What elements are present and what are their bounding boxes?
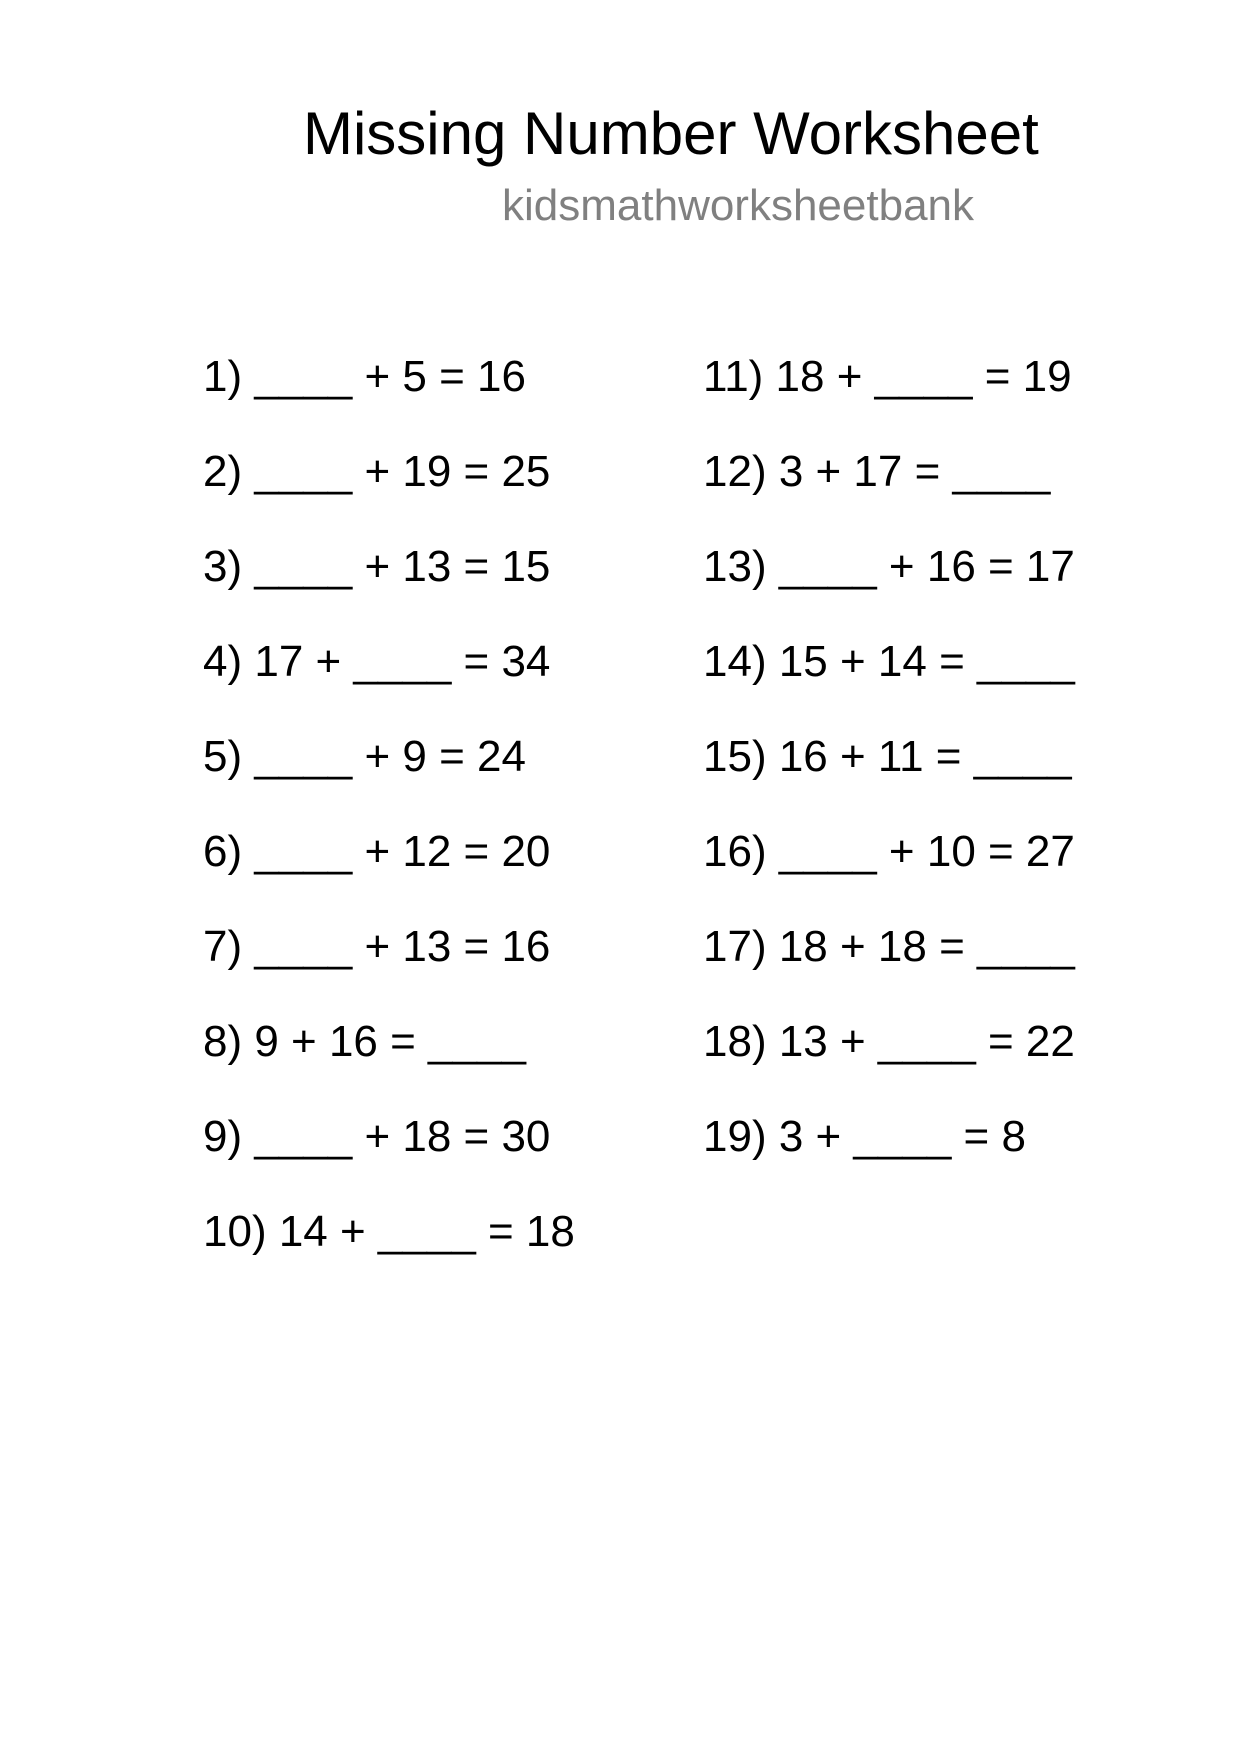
problem-3: 3) ____ + 13 = 15: [203, 542, 551, 591]
problem-8: 8) 9 + 16 = ____: [203, 1017, 526, 1066]
problem-2: 2) ____ + 19 = 25: [203, 447, 551, 496]
problem-19: 19) 3 + ____ = 8: [703, 1112, 1026, 1161]
problem-13: 13) ____ + 16 = 17: [703, 542, 1075, 591]
problem-18: 18) 13 + ____ = 22: [703, 1017, 1075, 1066]
worksheet-source: kidsmathworksheetbank: [502, 181, 975, 230]
problem-9: 9) ____ + 18 = 30: [203, 1112, 551, 1161]
problem-5: 5) ____ + 9 = 24: [203, 732, 526, 781]
problem-10: 10) 14 + ____ = 18: [203, 1207, 575, 1256]
problem-15: 15) 16 + 11 = ____: [703, 732, 1072, 781]
problem-17: 17) 18 + 18 = ____: [703, 922, 1075, 971]
problem-16: 16) ____ + 10 = 27: [703, 827, 1075, 876]
problem-14: 14) 15 + 14 = ____: [703, 637, 1075, 686]
worksheet-title: Missing Number Worksheet: [303, 100, 1039, 167]
problem-1: 1) ____ + 5 = 16: [203, 352, 526, 401]
problem-6: 6) ____ + 12 = 20: [203, 827, 551, 876]
problem-7: 7) ____ + 13 = 16: [203, 922, 551, 971]
problem-11: 11) 18 + ____ = 19: [703, 352, 1072, 401]
problem-12: 12) 3 + 17 = ____: [703, 447, 1051, 496]
problem-4: 4) 17 + ____ = 34: [203, 637, 551, 686]
